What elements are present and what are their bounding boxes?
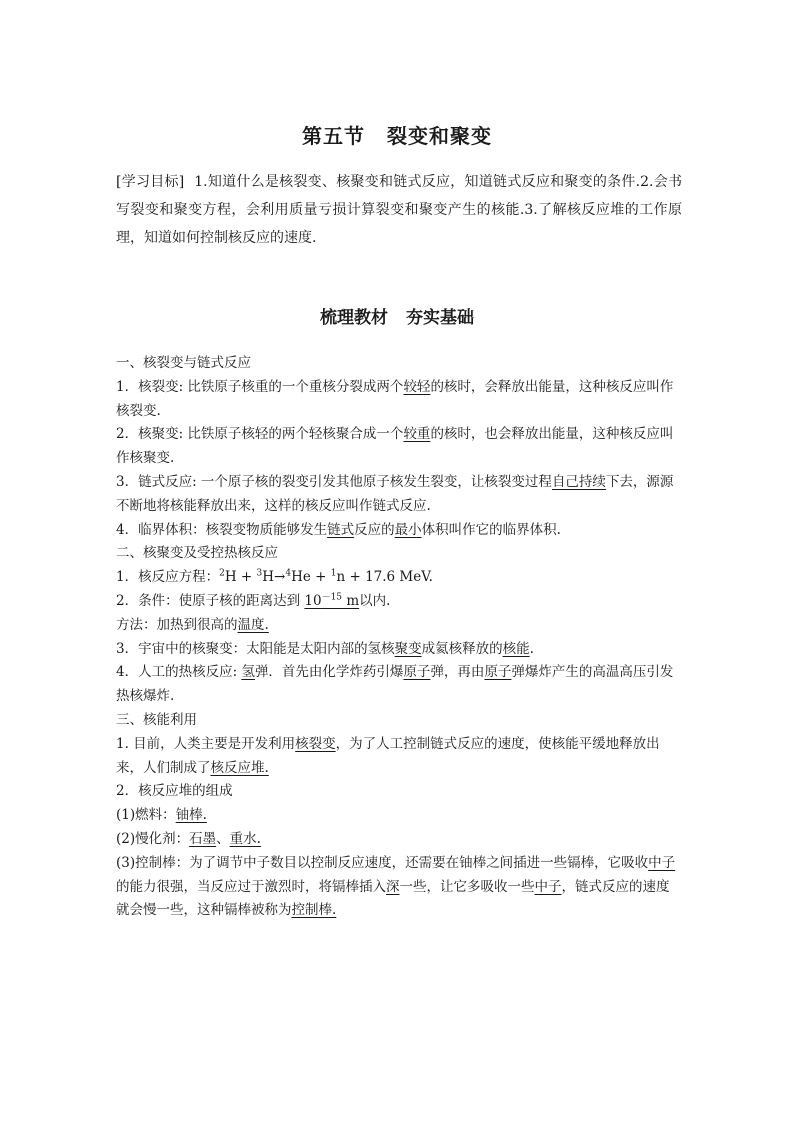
para-moderator: [116, 828, 682, 852]
para-current-use: [116, 733, 682, 781]
para-reactor-components: 2．核反应堆的组成: [116, 783, 233, 800]
answer-blank: 铀棒.: [175, 807, 207, 824]
answer-blank: 较轻: [403, 378, 431, 395]
section-title: [0, 303, 794, 328]
para-cosmic-fusion: [116, 638, 682, 662]
para-method: [116, 614, 682, 638]
text: 以内.: [359, 592, 391, 609]
mass-number: 3: [256, 568, 263, 579]
nuclide-tritium: [257, 566, 275, 590]
text: 弹，再由: [430, 664, 485, 681]
mass-number: 2: [219, 568, 225, 579]
text: 2．条件：使原子核的距离达到: [116, 592, 305, 609]
text: 反应的: [354, 521, 395, 538]
symbol: H: [224, 569, 237, 586]
nuclide-deuterium: [219, 566, 237, 590]
mass-number: 1: [330, 568, 337, 579]
text: 成氦核释放的: [421, 640, 503, 657]
answer-blank: 核裂变: [295, 735, 336, 752]
text: 弹．首先由化学炸药引爆: [254, 664, 404, 681]
goals-text: 1.知道什么是核裂变、核聚变和链式反应，知道链式反应和聚变的条件.2.会书写裂变和聚变方程，会利用质量亏损计算裂变和聚变产生的核能.3.了解核反应堆的工作原理，知道如何控制核反应的速度.: [116, 174, 682, 246]
answer-blank: 核能: [502, 640, 530, 657]
energy: + 17.6 MeV.: [345, 569, 433, 586]
text: ，链式反应的速度就会慢一些，这种镉棒被称为: [116, 878, 670, 919]
para-chain-reaction: [116, 471, 682, 519]
answer-blank: 原子: [403, 664, 431, 681]
symbol: He: [291, 569, 311, 586]
text: 3．宇宙中的核聚变：太阳能是太阳内部的氢核: [116, 640, 395, 657]
text: (3)控制棒：为了调节中子数目以控制反应速度，还需要在铀棒之间插进一些镉棒，它吸收: [116, 854, 649, 871]
text: 、: [216, 830, 230, 847]
answer-blank: 聚变: [394, 640, 422, 657]
text: 4．临界体积：核裂变物质能够发生: [116, 521, 328, 538]
base: 10: [304, 592, 322, 609]
nuclide-neutron: [331, 566, 345, 590]
goals-tag: [学习目标]: [116, 174, 185, 190]
title-main: 第五节: [302, 124, 365, 148]
text: 1. 目前，人类主要是开发利用: [116, 735, 296, 752]
answer-blank: 深: [386, 878, 400, 895]
text: 下去，源源不断地将核能释放出来，这样的核反应叫作链式反应.: [116, 473, 674, 514]
heading-fusion-control: 二、核聚变及受控热核反应: [116, 545, 278, 562]
mass-number: 4: [285, 568, 292, 579]
para-control-rod: [116, 852, 682, 923]
symbol: H: [262, 569, 275, 586]
plus: +: [236, 569, 257, 586]
text: 弹爆炸产生的高温高压引发热核爆炸.: [116, 664, 674, 705]
text: 4．人工的热核反应:: [116, 664, 242, 681]
text: 1．核反应方程：: [116, 569, 220, 586]
arrow: →: [274, 569, 286, 586]
heading-nuclear-energy: 三、核能利用: [116, 711, 197, 728]
answer-blank: 中子: [534, 878, 562, 895]
text: 1．核裂变: 比铁原子核重的一个重核分裂成两个: [116, 378, 404, 395]
para-thermonuclear: [116, 661, 682, 709]
text: 一些，让它多吸收一些: [399, 878, 535, 895]
para-condition: [116, 590, 682, 614]
text: 的核时，会释放出能量，这种核反应叫作核裂变.: [116, 378, 674, 419]
para-fusion: [116, 423, 682, 471]
text: 2．核聚变: 比铁原子核轻的两个轻核聚合成一个: [116, 426, 404, 443]
answer-blank: 重水.: [229, 830, 261, 847]
para-fission: [116, 376, 682, 424]
answer-blank: 核反应堆.: [210, 759, 269, 776]
answer-blank: 石墨: [189, 830, 217, 847]
text: 方法：加热到很高的: [116, 616, 238, 633]
answer-blank: 温度.: [237, 616, 269, 633]
section-title-left: 梳理教材: [320, 308, 388, 328]
content-body: [116, 352, 682, 923]
plus: +: [310, 569, 331, 586]
page-title: [0, 120, 794, 149]
answer-blank: 氢: [241, 664, 255, 681]
text: 3．链式反应: 一个原子核的裂变引发其他原子核发生裂变，让核裂变过程: [116, 473, 552, 490]
answer-blank: 最小: [394, 521, 422, 538]
para-fuel: [116, 804, 682, 828]
title-sub: 裂变和聚变: [387, 124, 492, 148]
text: (2)慢化剂：: [116, 830, 190, 847]
text: ，为了人工控制链式反应的速度，使核能平缓地释放出来，人们制成了: [116, 735, 660, 776]
text: (1)燃料：: [116, 807, 176, 824]
answer-blank: 自己持续: [551, 473, 606, 490]
answer-blank: 控制棒.: [291, 902, 337, 919]
text: 的能力很强，当反应过于激烈时，将镉棒插入: [116, 878, 386, 895]
heading-fission: 一、核裂变与链式反应: [116, 355, 251, 371]
section-title-right: 夯实基础: [406, 308, 474, 328]
symbol: n: [336, 569, 346, 586]
exponent: －15: [321, 592, 343, 603]
answer-blank: 中子: [648, 854, 676, 871]
answer-blank: 链式: [327, 521, 355, 538]
text: 体积叫作它的临界体积.: [421, 521, 561, 538]
answer-blank: 较重: [403, 426, 431, 443]
answer-blank: [304, 593, 359, 609]
para-nuclear-equation: [116, 566, 682, 590]
unit: m: [342, 592, 360, 609]
learning-goals: [116, 168, 682, 252]
text: .: [529, 640, 534, 657]
para-critical-volume: [116, 519, 682, 543]
text: 的核时，也会释放出能量，这种核反应叫作核聚变.: [116, 426, 674, 467]
answer-blank: 原子: [484, 664, 512, 681]
nuclide-helium: [285, 566, 311, 590]
